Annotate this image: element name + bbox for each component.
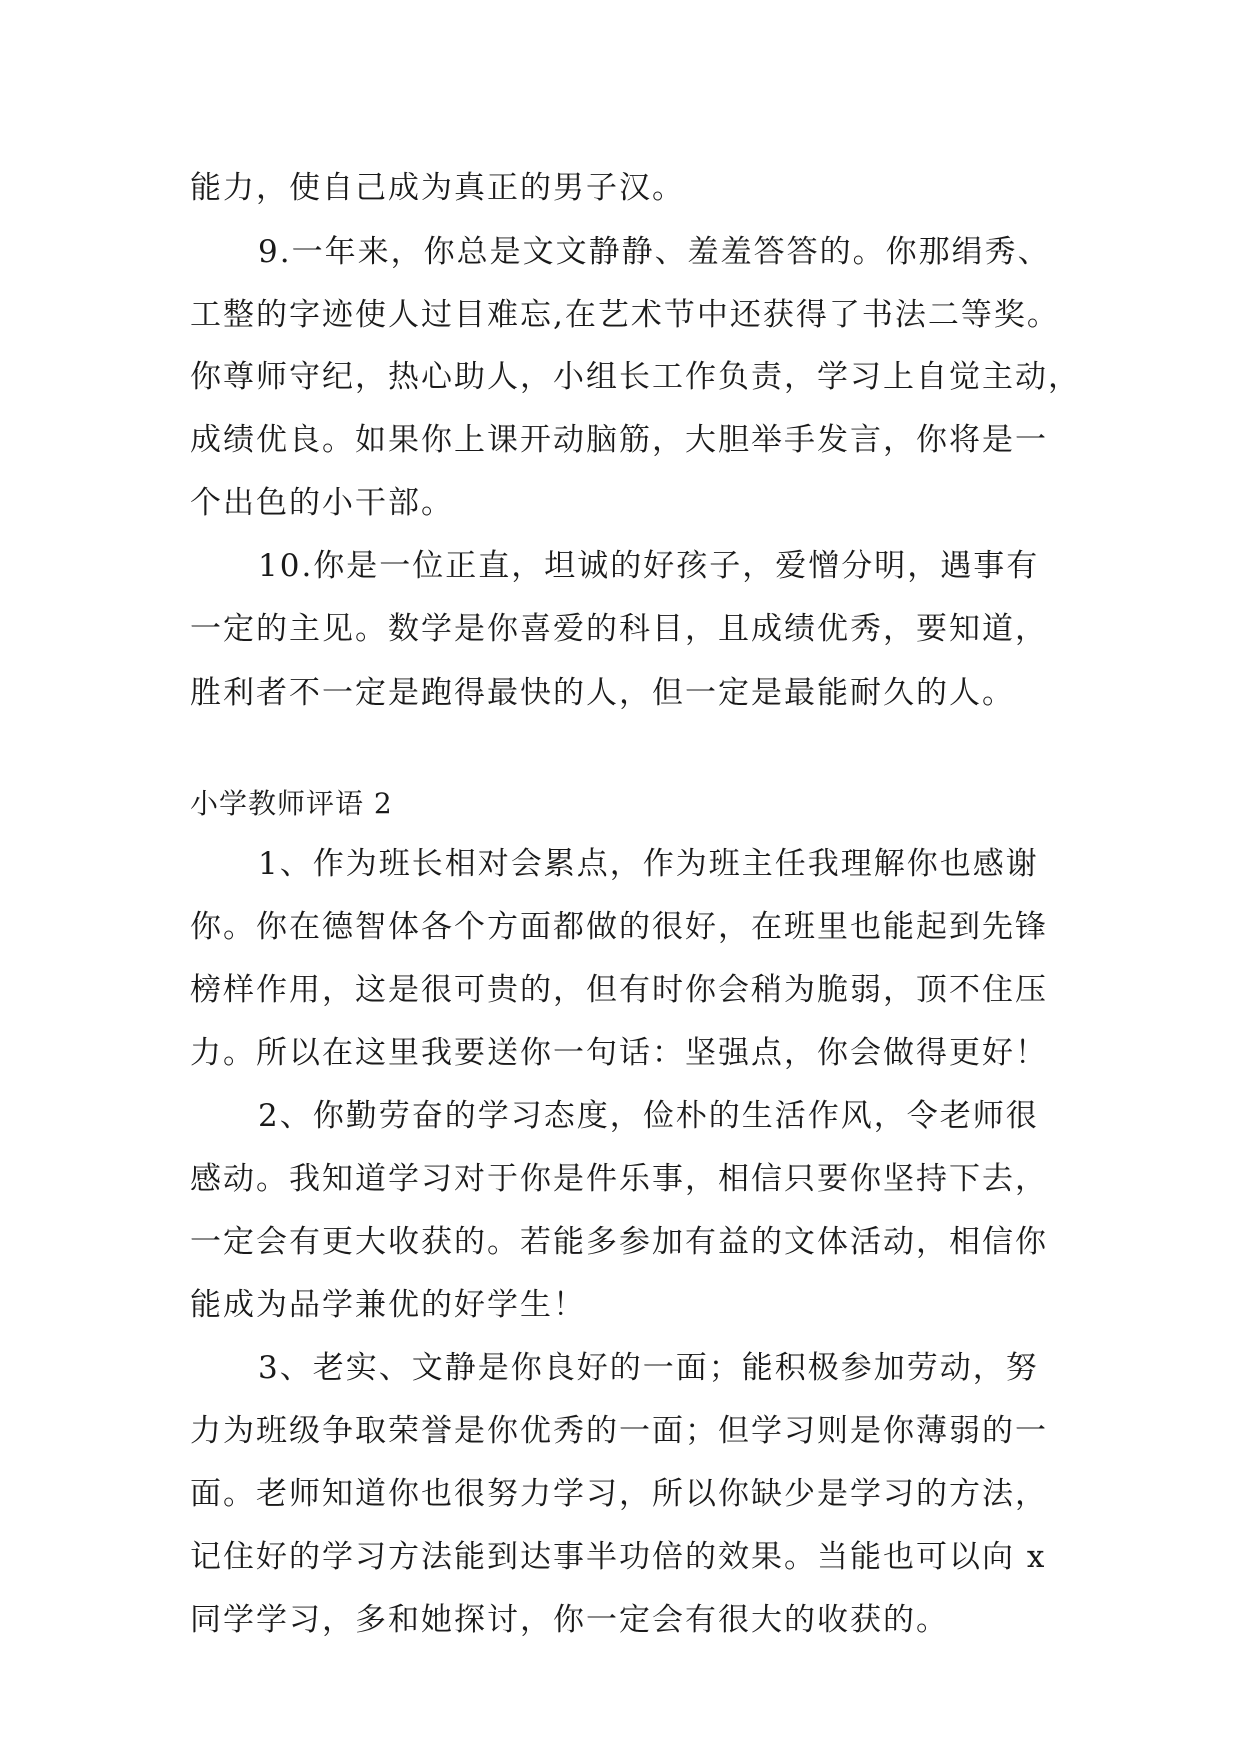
text-line: 你。你在德智体各个方面都做的很好，在班里也能起到先锋: [190, 909, 1048, 945]
text-line: 一定会有更大收获的。若能多参加有益的文体活动，相信你: [190, 1224, 1048, 1260]
paragraph-3-start: 3、老实、文静是你良好的一面；能积极参加劳动，努: [258, 1350, 1039, 1386]
text-line: 感动。我知道学习对于你是件乐事，相信只要你坚持下去，: [190, 1161, 1048, 1197]
text-line: 能成为品学兼优的好学生！: [190, 1287, 586, 1323]
text-line: 面。老师知道你也很努力学习，所以你缺少是学习的方法，: [190, 1476, 1048, 1512]
text-line: 同学学习，多和她探讨，你一定会有很大的收获的。: [190, 1602, 949, 1638]
text-line: 你尊师守纪，热心助人，小组长工作负责，学习上自觉主动，: [190, 359, 1081, 395]
text-line: 力。所以在这里我要送你一句话：坚强点，你会做得更好！: [190, 1035, 1048, 1071]
paragraph-1-start: 1、作为班长相对会累点，作为班主任我理解你也感谢: [258, 846, 1039, 882]
paragraph-10-start: 10.你是一位正直，坦诚的好孩子，爱憎分明，遇事有: [258, 548, 1040, 584]
paragraph-9-start: 9.一年来，你总是文文静静、羞羞答答的。你那绢秀、: [258, 234, 1051, 270]
text-line: 工整的字迹使人过目难忘,在艺术节中还获得了书法二等奖。: [190, 297, 1060, 333]
section-heading: 小学教师评语 2: [190, 787, 393, 820]
text-line: 能力，使自己成为真正的男子汉。: [190, 170, 685, 206]
paragraph-2-start: 2、你勤劳奋的学习态度，俭朴的生活作风，令老师很: [258, 1098, 1039, 1134]
text-line: 记住好的学习方法能到达事半功倍的效果。当能也可以向 x: [190, 1539, 1047, 1575]
text-line: 一定的主见。数学是你喜爱的科目，且成绩优秀，要知道，: [190, 611, 1048, 647]
text-line: 胜利者不一定是跑得最快的人，但一定是最能耐久的人。: [190, 675, 1015, 711]
text-line: 个出色的小干部。: [190, 485, 454, 521]
text-line: 榜样作用，这是很可贵的，但有时你会稍为脆弱，顶不住压: [190, 972, 1048, 1008]
text-line: 力为班级争取荣誉是你优秀的一面；但学习则是你薄弱的一: [190, 1413, 1048, 1449]
text-line: 成绩优良。如果你上课开动脑筋，大胆举手发言，你将是一: [190, 422, 1048, 458]
